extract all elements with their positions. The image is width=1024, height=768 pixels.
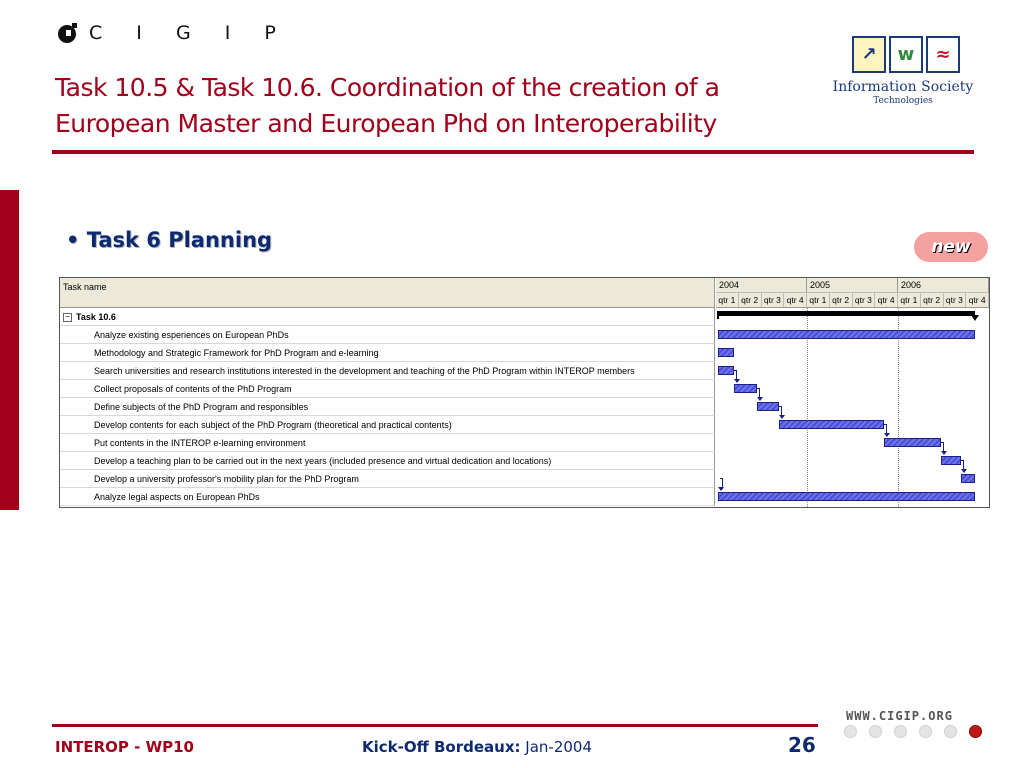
w-wave-icon: w (889, 36, 923, 73)
task-row[interactable] (60, 380, 715, 398)
task-label: Analyze legal aspects on European PhDs (94, 492, 260, 502)
task-label: Develop contents for each subject of the PhD Program (theoretical and practical contents) (94, 420, 452, 430)
summary-end-marker-icon (971, 315, 979, 321)
task-bar[interactable] (718, 366, 734, 375)
task-row[interactable] (60, 452, 715, 470)
dependency-arrow-icon (734, 379, 740, 383)
timescale-header (716, 278, 989, 308)
quarter-header: qtr 4 (875, 292, 898, 307)
cigip-mark-icon (57, 22, 79, 44)
task-label: Develop a teaching plan to be carried out in the next years (included presence and virtual dedication and locations) (94, 456, 552, 466)
task-name-header-label: Task name (63, 282, 107, 292)
task-label: Methodology and Strategic Framework for PhD Program and e-learning (94, 348, 379, 358)
task-row[interactable] (60, 488, 715, 506)
dot-icon (844, 725, 857, 738)
dependency-arrow-icon (961, 469, 967, 473)
gantt-chart (59, 277, 990, 508)
footer-project-label: INTEROP - WP10 (55, 738, 194, 756)
task-bar[interactable] (718, 492, 975, 501)
task-row[interactable] (60, 470, 715, 488)
dot-icon (894, 725, 907, 738)
cigip-logo (57, 20, 290, 46)
dependency-arrow-icon (718, 487, 724, 491)
website-url: WWW.CIGIP.ORG (846, 709, 953, 723)
quarter-header: qtr 2 (921, 292, 944, 307)
dependency-arrow-icon (779, 415, 785, 419)
task-row[interactable] (60, 344, 715, 362)
ist-logo-subtitle: Technologies (873, 96, 933, 106)
quarter-header: qtr 3 (944, 292, 967, 307)
quarter-header: qtr 1 (898, 292, 921, 307)
page-number: 26 (788, 733, 816, 757)
decorative-dots (844, 725, 982, 738)
task-bar[interactable] (718, 348, 734, 357)
footer-event-date: Jan-2004 (520, 738, 592, 756)
year-header: 2005 (807, 278, 898, 292)
collapse-icon[interactable]: − (63, 313, 72, 322)
year-header: 2006 (898, 278, 989, 292)
cigip-logo-text: C I G I P (89, 22, 290, 44)
year-header: 2004 (716, 278, 807, 292)
dot-icon (919, 725, 932, 738)
task-bar[interactable] (941, 456, 961, 465)
task-row[interactable] (60, 398, 715, 416)
task-label: Analyze existing esperiences on European PhDs (94, 330, 289, 340)
task-name-header (60, 278, 715, 308)
dot-icon (944, 725, 957, 738)
task-bar[interactable] (734, 384, 757, 393)
task-label: Develop a university professor's mobility plan for the PhD Program (94, 474, 359, 484)
task-bar[interactable] (961, 474, 975, 483)
summary-bar[interactable] (718, 311, 975, 316)
quarter-header: qtr 4 (966, 292, 989, 307)
task-label: Task 10.6 (76, 312, 116, 322)
gantt-bar-area (716, 308, 989, 507)
left-accent-bar (0, 190, 19, 510)
tilde-wave-icon: ≈ (926, 36, 960, 73)
task-bar[interactable] (884, 438, 941, 447)
task-bar[interactable] (779, 420, 884, 429)
active-dot-icon (969, 725, 982, 738)
quarter-header: qtr 4 (784, 292, 807, 307)
task-label: Put contents in the INTEROP e-learning environment (94, 438, 306, 448)
arrow-up-right-icon: ↗ (852, 36, 886, 73)
task-label: Search universities and research institutions interested in the development and teaching of the PhD Program within INTEROP members (94, 366, 635, 376)
slide-title (55, 70, 815, 142)
quarter-header: qtr 3 (853, 292, 876, 307)
task-row[interactable] (60, 434, 715, 452)
footer-event (362, 738, 592, 756)
footer-event-label: Kick-Off Bordeaux: (362, 738, 521, 756)
task-row[interactable] (60, 416, 715, 434)
slide-title-line-1: Task 10.5 & Task 10.6. Coordination of the creation of a (55, 73, 720, 102)
title-divider (52, 150, 974, 154)
quarter-header: qtr 1 (716, 292, 739, 307)
dependency-arrow-icon (884, 433, 890, 437)
summary-start-marker-icon (717, 311, 719, 319)
task-row[interactable] (60, 362, 715, 380)
ist-icon-group (852, 36, 960, 73)
new-badge: new (914, 232, 988, 262)
dot-icon (869, 725, 882, 738)
quarter-header: qtr 2 (830, 292, 853, 307)
dependency-arrow-icon (941, 451, 947, 455)
slide-title-line-2: European Master and European Phd on Interoperability (55, 109, 717, 138)
task-label: Collect proposals of contents of the PhD Program (94, 384, 292, 394)
information-society-logo (832, 36, 974, 116)
quarter-header: qtr 3 (762, 292, 785, 307)
quarter-header: qtr 1 (807, 292, 830, 307)
task-bar[interactable] (757, 402, 780, 411)
quarter-header: qtr 2 (739, 292, 762, 307)
footer-divider (52, 724, 818, 727)
task-row[interactable] (60, 326, 715, 344)
dependency-arrow-icon (757, 397, 763, 401)
summary-task-row[interactable] (60, 308, 715, 326)
task-bar[interactable] (718, 330, 975, 339)
ist-logo-title: Information Society (832, 79, 974, 95)
bullet-heading: • Task 6 Planning (66, 228, 273, 252)
task-label: Define subjects of the PhD Program and responsibles (94, 402, 309, 412)
